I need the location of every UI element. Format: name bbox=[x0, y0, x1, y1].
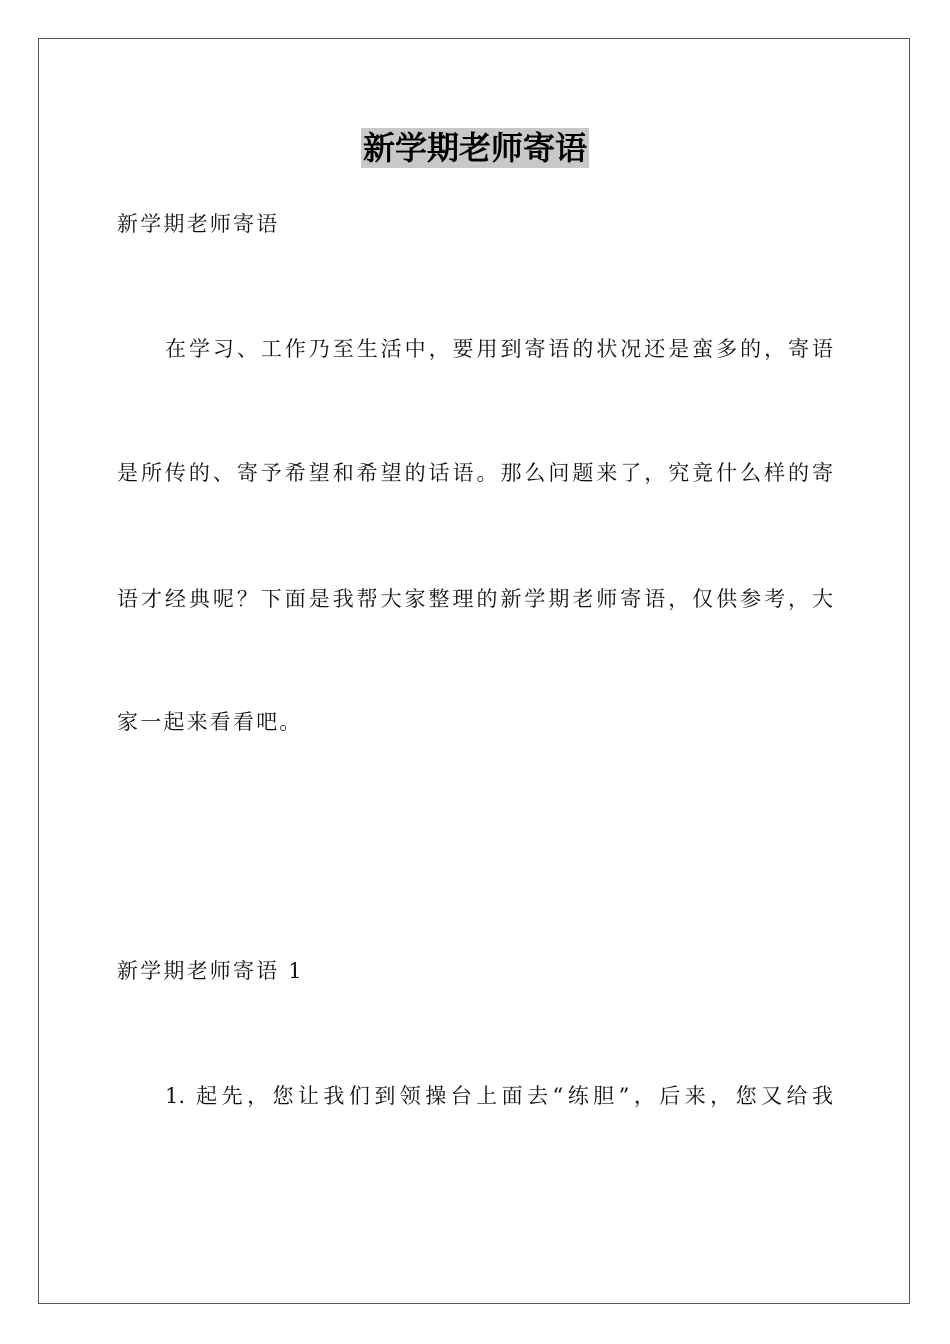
intro-paragraph-line: 在学习、工作乃至生活中，要用到寄语的状况还是蛮多的，寄语 bbox=[165, 337, 833, 361]
document-title: 新学期老师寄语 bbox=[362, 129, 587, 167]
title-container bbox=[0, 128, 950, 168]
intro-paragraph-line: 家一起来看看吧。 bbox=[117, 710, 303, 734]
section-heading: 新学期老师寄语 1 bbox=[117, 959, 304, 983]
intro-paragraph-line: 是所传的、寄予希望和希望的话语。那么问题来了，究竟什么样的寄 bbox=[117, 461, 833, 485]
document-subtitle: 新学期老师寄语 bbox=[117, 212, 280, 236]
intro-paragraph-line: 语才经典呢？下面是我帮大家整理的新学期老师寄语，仅供参考，大 bbox=[117, 587, 833, 611]
list-item-text: 1. 起先，您让我们到领操台上面去“练胆”，后来，您又给我 bbox=[165, 1084, 833, 1108]
